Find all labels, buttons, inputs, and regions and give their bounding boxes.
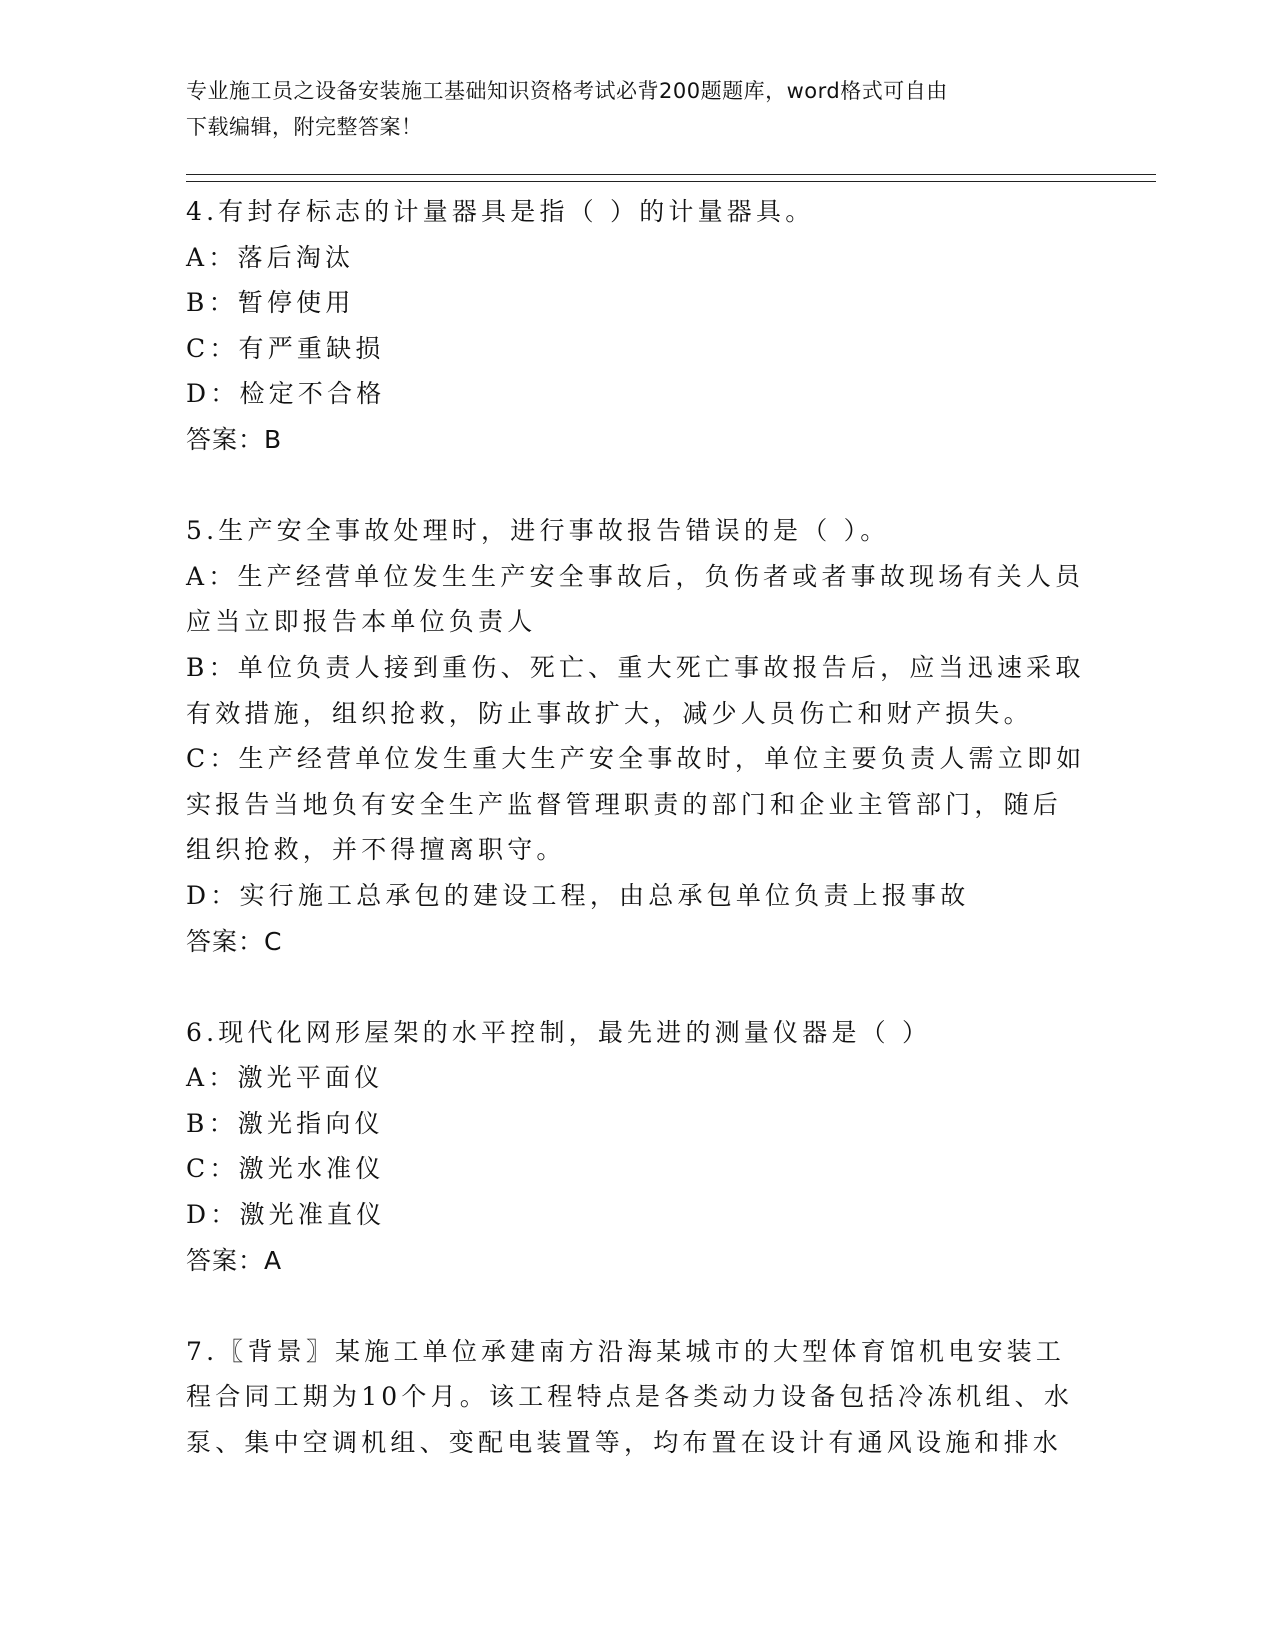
option-d: D：实行施工总承包的建设工程，由总承包单位负责上报事故 [186, 880, 970, 910]
option-a-continued: 应当立即报告本单位负责人 [186, 607, 537, 637]
option-b: B：单位负责人接到重伤、死亡、重大死亡事故报告后，应当迅速采取 [186, 652, 1085, 682]
answer-line: 答案：A [186, 1245, 283, 1275]
question-stem: 4.有封存标志的计量器具是指（ ）的计量器具。 [186, 197, 815, 226]
answer-line: 答案：C [186, 926, 283, 956]
option-c: C：激光水准仪 [186, 1154, 385, 1184]
question-block [186, 189, 1086, 463]
option-a: A：生产经营单位发生生产安全事故后，负伤者或者事故现场有关人员 [186, 561, 1085, 591]
question-stem: 7.〖背景〗某施工单位承建南方沿海某城市的大型体育馆机电安装工 [186, 1336, 1066, 1366]
option-a: A：落后淘汰 [186, 242, 355, 272]
option-c: C：有严重缺损 [186, 333, 385, 363]
option-b: B：激光指向仪 [186, 1108, 384, 1138]
question-stem: 6.现代化网形屋架的水平控制，最先进的测量仪器是（ ） [186, 1017, 932, 1047]
option-a: A：激光平面仪 [186, 1063, 384, 1093]
question-stem-continued: 泵、集中空调机组、变配电装置等，均布置在设计有通风设施和排水 [186, 1428, 1063, 1458]
question-spacer [186, 964, 1086, 1010]
question-block [186, 1010, 1086, 1284]
option-c-continued: 组织抢救，并不得擅离职守。 [186, 835, 566, 865]
question-spacer [186, 463, 1086, 509]
question-list [186, 189, 1086, 1466]
option-c: C：生产经营单位发生重大生产安全事故时，单位主要负责人需立即如 [186, 744, 1086, 774]
document-header [186, 73, 1076, 145]
question-stem-continued: 程合同工期为10个月。该工程特点是各类动力设备包括冷冻机组、水 [186, 1382, 1074, 1412]
option-d: D：检定不合格 [186, 379, 386, 409]
question-block [186, 1329, 1086, 1466]
option-d: D：激光准直仪 [186, 1200, 386, 1230]
option-c-continued: 实报告当地负有安全生产监督管理职责的部门和企业主管部门，随后 [186, 789, 1063, 819]
option-b-continued: 有效措施，组织抢救，防止事故扩大，减少人员伤亡和财产损失。 [186, 698, 1033, 728]
question-spacer [186, 1283, 1086, 1329]
header-divider [186, 181, 1156, 182]
header-line: 专业施工员之设备安装施工基础知识资格考试必背200题题库，word格式可自由 [186, 79, 948, 103]
header-line: 下载编辑，附完整答案！ [186, 115, 423, 139]
header-divider [186, 174, 1156, 175]
option-b: B：暂停使用 [186, 288, 355, 318]
answer-line: 答案：B [186, 424, 283, 454]
question-stem: 5.生产安全事故处理时，进行事故报告错误的是（ ）。 [186, 516, 890, 546]
question-block [186, 508, 1086, 964]
